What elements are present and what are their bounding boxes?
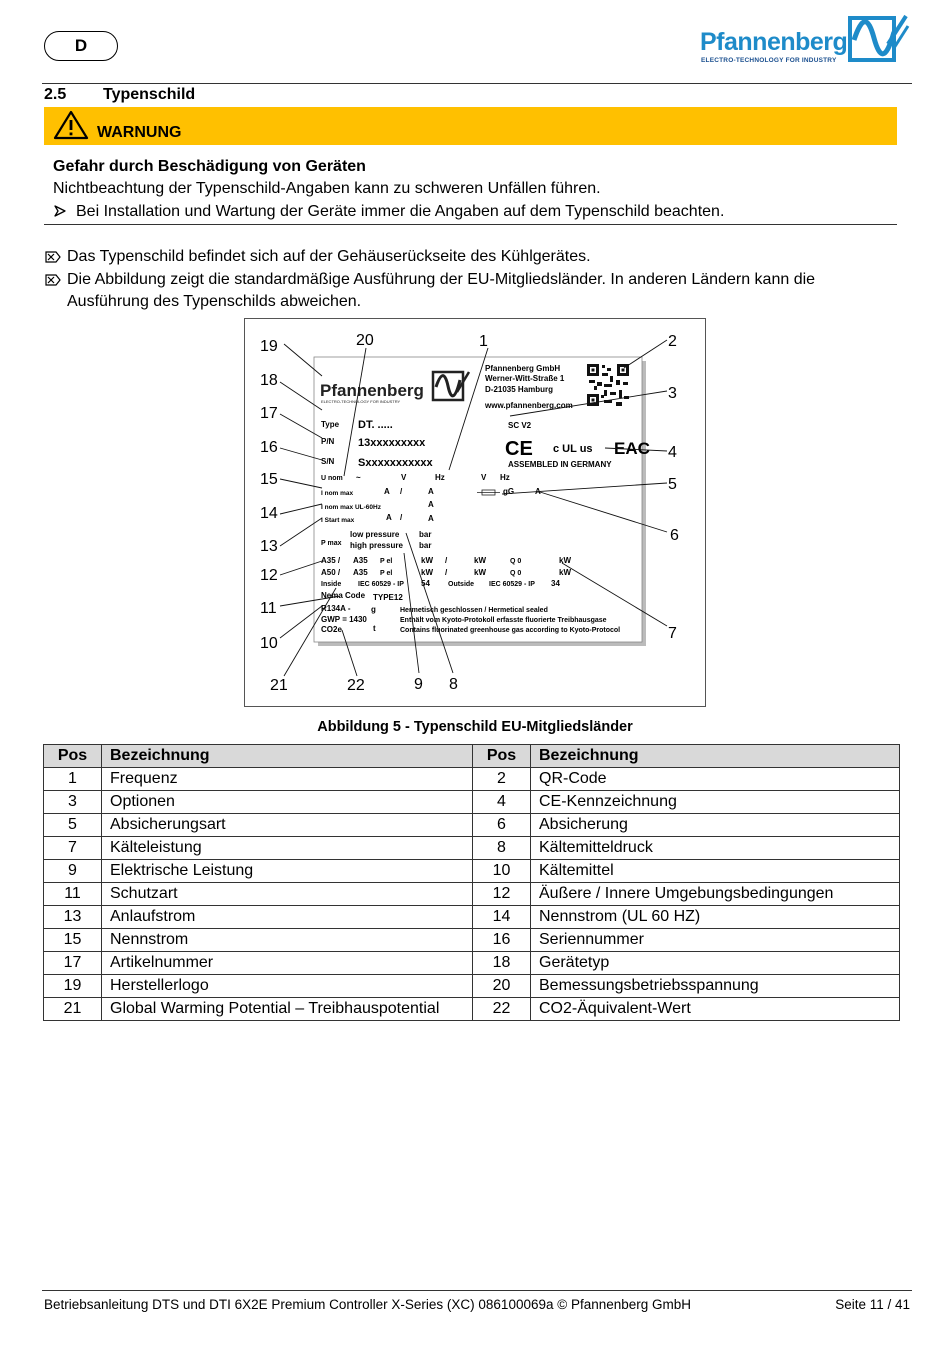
pos-cell: 19 bbox=[44, 975, 102, 998]
plate-gwp: GWP = 1430 bbox=[321, 615, 367, 624]
ul-mark-icon: c UL us bbox=[553, 443, 593, 455]
callout-17: 17 bbox=[260, 405, 278, 422]
callout-11: 11 bbox=[260, 600, 277, 617]
hint-2-cont: Ausführung des Typenschilds abweichen. bbox=[67, 293, 362, 310]
plate-sc: SC V2 bbox=[508, 421, 532, 430]
table-row bbox=[44, 837, 900, 860]
legend-body bbox=[44, 768, 900, 1021]
plate-sealed: Hermetisch geschlossen / Hermetical sealed bbox=[400, 607, 548, 614]
hint-1: Das Typenschild befindet sich auf der Gehäuserückseite des Kühlgerätes. bbox=[67, 248, 591, 265]
name-cell: Herstellerlogo bbox=[102, 975, 473, 998]
plate-hz-2: Hz bbox=[500, 473, 510, 482]
name-cell: Gerätetyp bbox=[531, 952, 900, 975]
footer-rule bbox=[42, 1290, 912, 1291]
plate-type-label: Type bbox=[321, 420, 340, 429]
pos-cell: 18 bbox=[473, 952, 531, 975]
warning-action: Bei Installation und Wartung der Geräte immer die Angaben auf dem Typenschild beachten. bbox=[76, 203, 725, 220]
name-cell: Schutzart bbox=[102, 883, 473, 906]
action-arrow-icon bbox=[54, 205, 66, 217]
warning-triangle-icon bbox=[53, 110, 89, 140]
table-row bbox=[44, 791, 900, 814]
name-cell: Frequenz bbox=[102, 768, 473, 791]
pos-cell: 21 bbox=[44, 998, 102, 1021]
language-code: D bbox=[74, 36, 88, 55]
plate-ip-inside: 54 bbox=[421, 579, 430, 588]
callout-22: 22 bbox=[347, 677, 365, 694]
plate-pmax: P max bbox=[321, 540, 342, 547]
type-plate-figure bbox=[244, 318, 706, 707]
hint-arrow-icon bbox=[45, 274, 61, 286]
plate-q0-2: Q 0 bbox=[510, 570, 522, 577]
header-pos-2: Pos bbox=[473, 745, 531, 768]
name-cell: Nennstrom (UL 60 HZ) bbox=[531, 906, 900, 929]
table-row bbox=[44, 768, 900, 791]
pos-cell: 22 bbox=[473, 998, 531, 1021]
section-number: 2.5 bbox=[44, 86, 67, 103]
callout-12: 12 bbox=[260, 567, 278, 584]
name-cell: Optionen bbox=[102, 791, 473, 814]
warning-text: Nichtbeachtung der Typenschild-Angaben kann zu schweren Unfällen führen. bbox=[53, 180, 601, 197]
plate-refrigerant: R134A - bbox=[321, 604, 351, 613]
plate-a-4: A bbox=[428, 500, 434, 509]
plate-sn-label: S/N bbox=[321, 457, 335, 466]
callout-15: 15 bbox=[260, 471, 278, 488]
plate-kw-2: kW bbox=[474, 556, 486, 565]
brand-tagline: ELECTRO-TECHNOLOGY FOR INDUSTRY bbox=[701, 57, 837, 64]
name-cell: Seriennummer bbox=[531, 929, 900, 952]
plate-a35-2: A35 bbox=[353, 556, 368, 565]
plate-slash-4: / bbox=[445, 568, 448, 577]
plate-unom: U nom bbox=[321, 475, 343, 482]
header-rule bbox=[42, 83, 912, 84]
callout-19: 19 bbox=[260, 338, 278, 355]
header-name-2: Bezeichnung bbox=[531, 745, 900, 768]
plate-bar-1: bar bbox=[419, 530, 432, 539]
plate-type-value: DT. ..... bbox=[358, 419, 393, 431]
ce-mark-icon: CE bbox=[505, 438, 533, 460]
plate-slash-1: / bbox=[400, 487, 403, 496]
plate-iec-1: IEC 60529 - IP bbox=[358, 581, 404, 588]
plate-brand: Pfannenberg bbox=[320, 381, 424, 400]
plate-iec-2: IEC 60529 - IP bbox=[489, 581, 535, 588]
callout-14: 14 bbox=[260, 505, 278, 522]
table-header-row bbox=[44, 745, 900, 768]
name-cell: Kälteleistung bbox=[102, 837, 473, 860]
plate-a-3: A bbox=[535, 487, 541, 496]
plate-inom-ul: I nom max UL-60Hz bbox=[321, 504, 381, 511]
callout-20: 20 bbox=[356, 332, 374, 349]
table-row bbox=[44, 975, 900, 998]
plate-co2: CO2e bbox=[321, 625, 342, 634]
brand-logo-icon bbox=[848, 14, 910, 62]
table-row bbox=[44, 952, 900, 975]
callout-5: 5 bbox=[668, 476, 677, 493]
pos-cell: 10 bbox=[473, 860, 531, 883]
pos-cell: 8 bbox=[473, 837, 531, 860]
plate-inom: I nom max bbox=[321, 490, 354, 497]
name-cell: Absicherungsart bbox=[102, 814, 473, 837]
hint-arrow-icon bbox=[45, 251, 61, 263]
pos-cell: 1 bbox=[44, 768, 102, 791]
plate-a35-3: A35 bbox=[353, 568, 368, 577]
plate-assembled: ASSEMBLED IN GERMANY bbox=[508, 460, 612, 469]
table-row bbox=[44, 929, 900, 952]
plate-pn-value: 13xxxxxxxxx bbox=[358, 437, 426, 449]
plate-tilde: ~ bbox=[356, 473, 361, 482]
plate-sn-value: Sxxxxxxxxxxx bbox=[358, 457, 433, 469]
plate-pel-1: P el bbox=[380, 558, 393, 565]
plate-bar-2: bar bbox=[419, 541, 432, 550]
plate-istart: I Start max bbox=[321, 517, 355, 524]
callout-16: 16 bbox=[260, 439, 278, 456]
callout-1: 1 bbox=[479, 333, 488, 350]
plate-inside: Inside bbox=[321, 581, 342, 588]
pos-cell: 16 bbox=[473, 929, 531, 952]
callout-18: 18 bbox=[260, 372, 278, 389]
pos-cell: 17 bbox=[44, 952, 102, 975]
plate-gg: gG bbox=[503, 487, 515, 496]
plate-a50: A50 / bbox=[321, 568, 341, 577]
callout-13: 13 bbox=[260, 538, 278, 555]
name-cell: CO2-Äquivalent-Wert bbox=[531, 998, 900, 1021]
plate-pn-label: P/N bbox=[321, 437, 335, 446]
plate-address-3: D-21035 Hamburg bbox=[485, 385, 554, 394]
pos-cell: 2 bbox=[473, 768, 531, 791]
plate-nema: Nema Code bbox=[321, 591, 366, 600]
plate-nema-value: TYPE12 bbox=[373, 593, 403, 602]
callout-7: 7 bbox=[668, 625, 677, 642]
table-row bbox=[44, 883, 900, 906]
callout-4: 4 bbox=[668, 444, 677, 461]
plate-g: g bbox=[371, 605, 376, 614]
name-cell: CE-Kennzeichnung bbox=[531, 791, 900, 814]
plate-slash-2: / bbox=[400, 513, 403, 522]
plate-a35-1: A35 / bbox=[321, 556, 341, 565]
plate-slash-3: / bbox=[445, 556, 448, 565]
plate-kyoto-en: Contains fluorinated greenhouse gas according to Kyoto-Protocol bbox=[400, 627, 621, 634]
pos-cell: 20 bbox=[473, 975, 531, 998]
plate-high: high pressure bbox=[350, 541, 403, 550]
name-cell: Bemessungsbetriebsspannung bbox=[531, 975, 900, 998]
pos-cell: 15 bbox=[44, 929, 102, 952]
table-row bbox=[44, 860, 900, 883]
warning-rule bbox=[44, 224, 897, 225]
name-cell: Elektrische Leistung bbox=[102, 860, 473, 883]
callout-21: 21 bbox=[270, 677, 288, 694]
pos-cell: 7 bbox=[44, 837, 102, 860]
legend-table bbox=[43, 744, 900, 1021]
plate-address-1: Pfannenberg GmbH bbox=[485, 364, 561, 373]
plate-ip-outside: 34 bbox=[551, 579, 560, 588]
plate-low: low pressure bbox=[350, 530, 400, 539]
plate-a-5: A bbox=[386, 513, 392, 522]
table-row bbox=[44, 998, 900, 1021]
table-row bbox=[44, 906, 900, 929]
pos-cell: 6 bbox=[473, 814, 531, 837]
plate-kw-4: kW bbox=[421, 568, 433, 577]
callout-2: 2 bbox=[668, 333, 677, 350]
brand-name: Pfannenberg bbox=[700, 28, 848, 56]
pos-cell: 12 bbox=[473, 883, 531, 906]
plate-kyoto-de: Enthält vom Kyoto-Protokoll erfasste fluorierte Treibhausgase bbox=[400, 617, 607, 624]
plate-kw-3: kW bbox=[559, 556, 571, 565]
plate-a-2: A bbox=[428, 487, 434, 496]
callout-3: 3 bbox=[668, 385, 677, 402]
plate-kw-1: kW bbox=[421, 556, 433, 565]
plate-v: V bbox=[401, 473, 407, 482]
footer-page-number: Seite 11 / 41 bbox=[835, 1297, 910, 1312]
pos-cell: 14 bbox=[473, 906, 531, 929]
name-cell: Artikelnummer bbox=[102, 952, 473, 975]
name-cell: QR-Code bbox=[531, 768, 900, 791]
plate-kw-6: kW bbox=[559, 568, 571, 577]
pos-cell: 11 bbox=[44, 883, 102, 906]
name-cell: Kältemitteldruck bbox=[531, 837, 900, 860]
name-cell: Kältemittel bbox=[531, 860, 900, 883]
pos-cell: 4 bbox=[473, 791, 531, 814]
plate-tagline: ELECTRO-TECHNOLOGY FOR INDUSTRY bbox=[321, 399, 401, 404]
header-pos-1: Pos bbox=[44, 745, 102, 768]
plate-outside: Outside bbox=[448, 581, 475, 588]
plate-q0-1: Q 0 bbox=[510, 558, 522, 565]
eac-mark-icon: EAC bbox=[614, 439, 650, 458]
plate-t: t bbox=[373, 624, 376, 633]
plate-hz: Hz bbox=[435, 473, 445, 482]
callout-6: 6 bbox=[670, 527, 679, 544]
pos-cell: 9 bbox=[44, 860, 102, 883]
pos-cell: 5 bbox=[44, 814, 102, 837]
callout-8: 8 bbox=[449, 676, 458, 693]
hint-2: Die Abbildung zeigt die standardmäßige Ausführung der EU-Mitgliedsländer. In anderen Ländern kann die bbox=[67, 271, 816, 288]
plate-a-6: A bbox=[428, 514, 434, 523]
warning-label: WARNUNG bbox=[97, 124, 182, 141]
header-name-1: Bezeichnung bbox=[102, 745, 473, 768]
language-badge bbox=[44, 31, 118, 61]
figure-caption: Abbildung 5 - Typenschild EU-Mitgliedsländer bbox=[317, 719, 633, 735]
table-row bbox=[44, 814, 900, 837]
plate-v-2: V bbox=[481, 473, 487, 482]
section-title: Typenschild bbox=[103, 86, 196, 103]
plate-address-2: Werner-Witt-Straße 1 bbox=[485, 374, 565, 383]
name-cell: Absicherung bbox=[531, 814, 900, 837]
callout-9: 9 bbox=[414, 676, 423, 693]
warning-heading: Gefahr durch Beschädigung von Geräten bbox=[53, 158, 366, 175]
pos-cell: 13 bbox=[44, 906, 102, 929]
callout-10: 10 bbox=[260, 635, 278, 652]
plate-kw-5: kW bbox=[474, 568, 486, 577]
plate-address-4: www.pfannenberg.com bbox=[485, 401, 573, 410]
name-cell: Global Warming Potential – Treibhauspotential bbox=[102, 998, 473, 1021]
name-cell: Nennstrom bbox=[102, 929, 473, 952]
plate-a-1: A bbox=[384, 487, 390, 496]
qr-code-icon bbox=[587, 364, 629, 406]
plate-pel-2: P el bbox=[380, 570, 393, 577]
footer-doc-title: Betriebsanleitung DTS und DTI 6X2E Premium Controller X-Series (XC) 086100069a © Pfannenberg GmbH bbox=[44, 1297, 692, 1312]
name-cell: Äußere / Innere Umgebungsbedingungen bbox=[531, 883, 900, 906]
pos-cell: 3 bbox=[44, 791, 102, 814]
name-cell: Anlaufstrom bbox=[102, 906, 473, 929]
